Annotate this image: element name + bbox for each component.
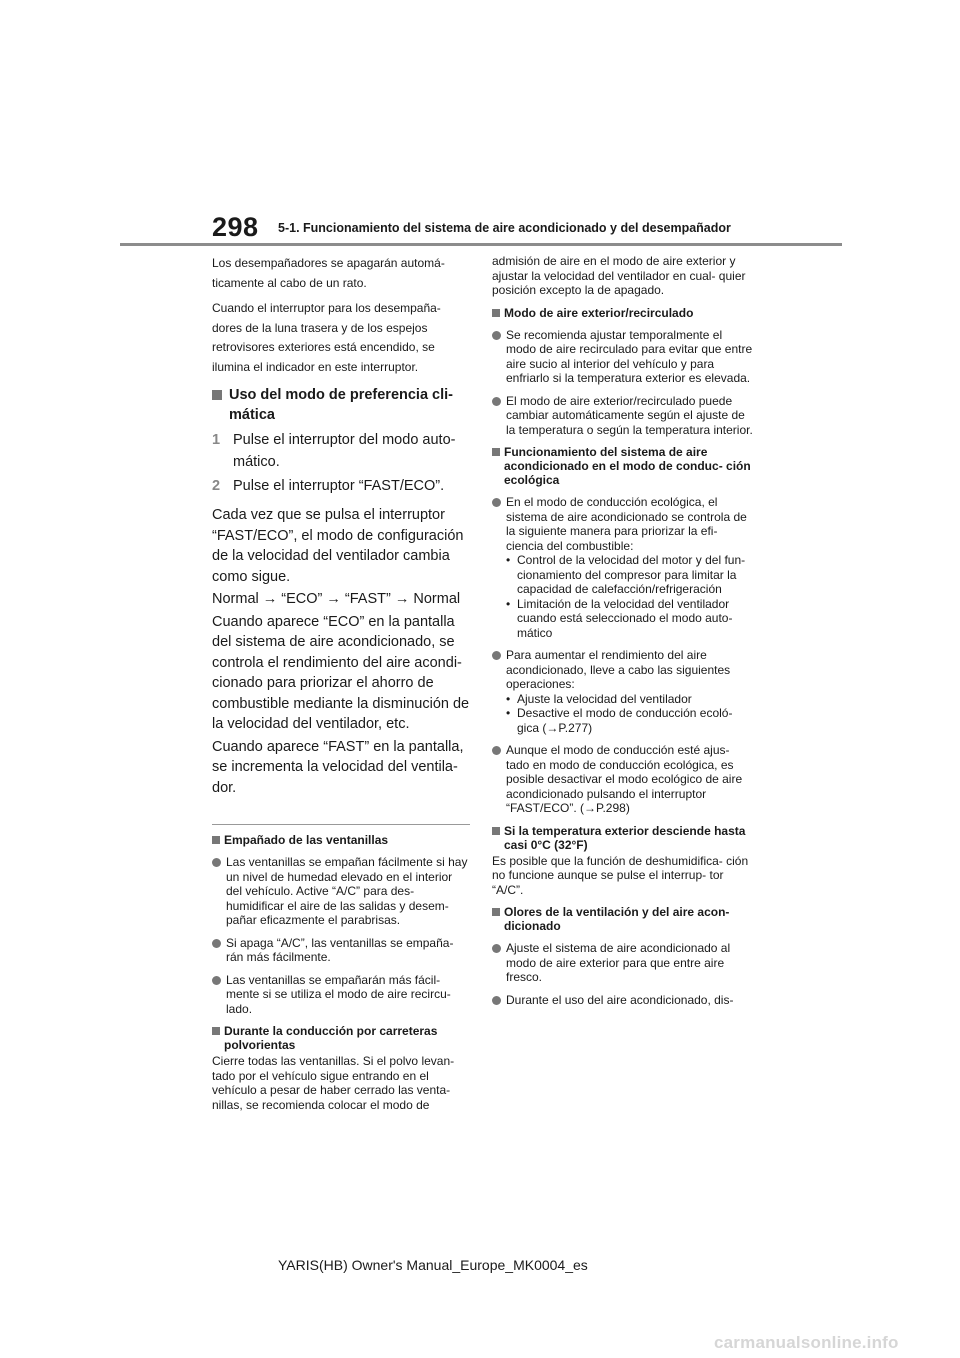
bullet-item: Durante el uso del aire acondicionado, dis- xyxy=(492,993,754,1008)
circle-bullet-icon xyxy=(492,746,501,755)
mode-sequence: Normal → “ECO” → “FAST” → Normal xyxy=(212,591,461,607)
step-number: 2 xyxy=(212,478,221,494)
bullet-item: Las ventanillas se empañarán más fácil- mente si se utiliza el modo de aire recircu- lado. xyxy=(212,973,470,1017)
circle-bullet-icon xyxy=(492,331,501,340)
intro-line: retrovisores exteriores está encendido, se xyxy=(212,340,435,354)
section-title: 5-1. Funcionamiento del sistema de aire acondicionado y del desempañador xyxy=(278,221,731,235)
left-column xyxy=(212,254,470,1120)
climate-preference-heading: Uso del modo de preferencia cli- mática xyxy=(212,385,470,425)
step-text: Pulse el interruptor “FAST/ECO”. xyxy=(233,478,445,494)
intro-line: Cuando el interruptor para los desempaña- xyxy=(212,301,441,315)
bullet-item: Aunque el modo de conducción esté ajus- tado en modo de conducción ecológica, es posible desactivar el modo ecológico de aire acondicionado pulsando el interruptor “FAST/ECO”. (→P.298) xyxy=(492,743,754,816)
square-bullet-icon xyxy=(212,1027,220,1035)
notes-divider xyxy=(212,824,470,825)
bullet-item: El modo de aire exterior/recirculado puede cambiar automáticamente según el ajuste de la temperatura o según la temperatura interior. xyxy=(492,394,754,438)
note-heading: Modo de aire exterior/recirculado xyxy=(492,306,754,320)
body-paragraph: Cuando aparece “ECO” en la pantalla del sistema de aire acondicionado, se controla el rendimiento del aire acondi- cionado para priorizar el ahorro de combustible mediante la disminución de la velocidad del ventilador, etc. xyxy=(212,613,470,732)
body-paragraph: Cada vez que se pulsa el interruptor “FAST/ECO”, el modo de configuración de la velocidad del ventilador cambia como sigue. xyxy=(212,507,464,585)
step-text: Pulse el interruptor del modo auto- mático. xyxy=(233,432,456,470)
intro-line: ticamente al cabo de un rato. xyxy=(212,275,367,290)
body-paragraph: Cuando aparece “FAST” en la pantalla, se incrementa la velocidad del ventila- dor. xyxy=(212,738,464,796)
note-heading: Olores de la ventilación y del aire acon- dicionado xyxy=(492,905,754,933)
header-rule xyxy=(120,243,842,246)
intro-line: dores de la luna trasera y de los espejos xyxy=(212,320,428,335)
list-item: • Control de la velocidad del motor y del fun- cionamiento del compresor para limitar la capacidad de calefacción/refrigeración xyxy=(506,553,746,596)
list-item: • Limitación de la velocidad del ventilador cuando está seleccionado el modo auto- mático xyxy=(506,596,733,640)
right-column xyxy=(492,254,754,1015)
note-heading: Si la temperatura exterior desciende hasta casi 0°C (32°F) xyxy=(492,824,754,852)
square-bullet-icon xyxy=(212,836,220,844)
footer-manual-id: YARIS(HB) Owner's Manual_Europe_MK0004_es xyxy=(278,1257,588,1273)
circle-bullet-icon xyxy=(212,976,221,985)
step-item xyxy=(212,429,470,473)
note-text: Es posible que la función de deshumidifica- ción no funcione aunque se pulse el interrup- tor “A/C”. xyxy=(492,853,749,897)
circle-bullet-icon xyxy=(492,996,501,1005)
bullet-item: Se recomienda ajustar temporalmente el modo de aire recirculado para evitar que entre aire sucio al interior del vehículo y para enfriarlo si la temperatura exterior es elevada. xyxy=(492,328,754,386)
square-bullet-icon xyxy=(492,448,500,456)
note-heading: Durante la conducción por carreteras polvorientas xyxy=(212,1024,470,1052)
watermark: carmanualsonline.info xyxy=(714,1333,899,1352)
note-text: Cierre todas las ventanillas. Si el polvo levan- tado por el vehículo sigue entrando en el vehículo a pesar de haber cerrado las venta- nillas, se recomienda colocar el modo de xyxy=(212,1054,455,1112)
bullet-item: En el modo de conducción ecológica, el sistema de aire acondicionado se controla de la siguiente manera para priorizar la efi- ciencia del combustible: • Control de la velocidad del motor y del fun- cionamiento del compresor para limitar la capacidad de calefacción/refrigeración • Limitación de la velocidad del ventilador cuando está seleccionado el modo auto- mático xyxy=(492,495,754,640)
bullet-item: Para aumentar el rendimiento del aire acondicionado, lleve a cabo las siguientes operaciones: • Ajuste la velocidad del ventilador • Desactive el modo de conducción ecoló- gica (→P.277) xyxy=(492,648,754,735)
list-item: • Desactive el modo de conducción ecoló- gica (→P.277) xyxy=(506,706,733,735)
circle-bullet-icon xyxy=(492,498,501,507)
page-number: 298 xyxy=(212,212,259,242)
circle-bullet-icon xyxy=(212,858,221,867)
intro-line: Los desempañadores se apagarán automá- xyxy=(212,256,445,270)
square-bullet-icon xyxy=(492,908,500,916)
circle-bullet-icon xyxy=(212,939,221,948)
note-heading: Funcionamiento del sistema de aire acondicionado en el modo de conduc- ción ecológica xyxy=(492,445,754,487)
circle-bullet-icon xyxy=(492,944,501,953)
step-number: 1 xyxy=(212,432,221,448)
bullet-item: Ajuste el sistema de aire acondicionado al modo de aire exterior para que entre aire fresco. xyxy=(492,941,754,985)
square-bullet-icon xyxy=(492,827,500,835)
bullet-item: Las ventanillas se empañan fácilmente si hay un nivel de humedad elevado en el interior del vehículo. Active “A/C” para des- humidificar el aire de las salidas y desem- pañar eficazmente el parabrisas. xyxy=(212,855,470,928)
square-bullet-icon xyxy=(492,309,500,317)
intro-line: ilumina el indicador en este interruptor. xyxy=(212,359,419,374)
note-text: admisión de aire en el modo de aire exterior y ajustar la velocidad del ventilador en cual- quier posición excepto la de apagado. xyxy=(492,254,746,297)
step-item xyxy=(212,475,470,497)
circle-bullet-icon xyxy=(492,651,501,660)
note-heading: Empañado de las ventanillas xyxy=(212,833,470,847)
circle-bullet-icon xyxy=(492,397,501,406)
dash-list xyxy=(506,692,754,736)
square-bullet-icon xyxy=(212,390,222,400)
bullet-item: Si apaga “A/C”, las ventanillas se empaña- rán más fácilmente. xyxy=(212,936,470,965)
list-item: • Ajuste la velocidad del ventilador xyxy=(506,691,692,706)
dash-list xyxy=(506,553,754,640)
